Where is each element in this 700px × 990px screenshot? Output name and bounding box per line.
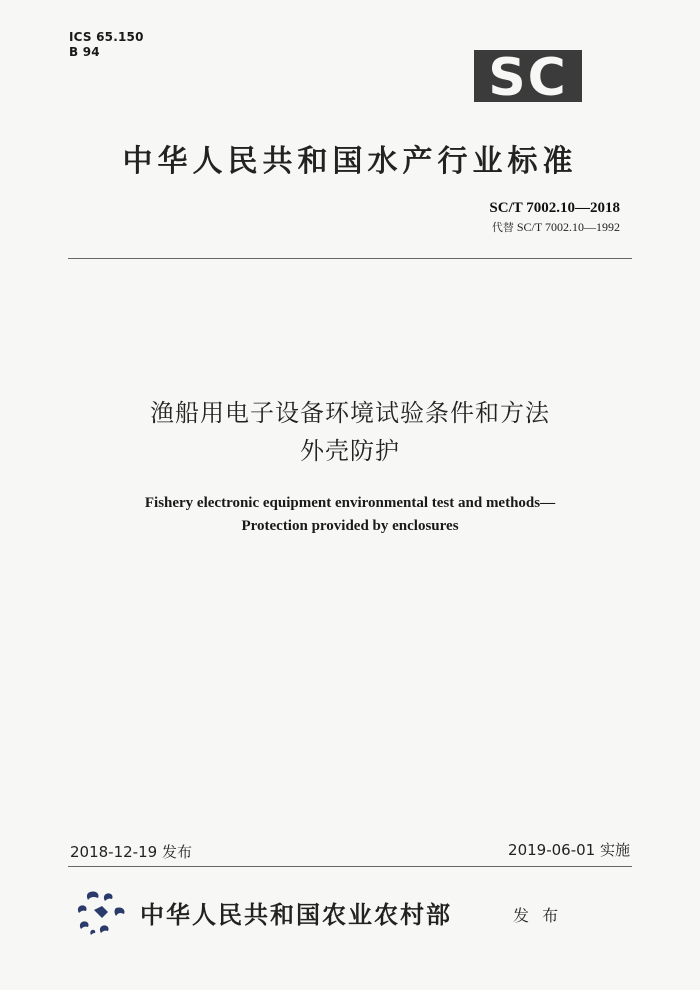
publisher-name: 中华人民共和国农业农村部 [140, 900, 452, 929]
ccs-code: B 94 [69, 45, 100, 59]
replaced-standard [492, 219, 620, 235]
bottom-divider [68, 866, 632, 867]
ics-code: ICS 65.150 [69, 30, 144, 44]
replaces-code: SC/T 7002.10—1992 [516, 220, 620, 234]
sc-logo-icon [474, 50, 582, 102]
english-title-line-2: Protection provided by enclosures [241, 518, 459, 534]
publish-label: 发 布 [513, 906, 563, 925]
issue-date: 2018-12-19 发布 [70, 843, 192, 861]
sc-logo-text: SC [488, 50, 568, 102]
chinese-title-line-2: 外壳防护 [300, 437, 400, 465]
implementation-date: 2019-06-01 实施 [508, 841, 630, 859]
ministry-emblem-icon [72, 886, 132, 942]
top-divider [68, 258, 632, 259]
replaces-label: 代替 [491, 221, 514, 234]
standard-code: SC/T 7002.10—2018 [489, 200, 620, 216]
chinese-title-line-1: 渔船用电子设备环境试验条件和方法 [150, 399, 550, 427]
industry-standard-title: 中华人民共和国水产行业标准 [122, 144, 578, 179]
english-title-line-1: Fishery electronic equipment environmental test and methods— [144, 495, 556, 511]
